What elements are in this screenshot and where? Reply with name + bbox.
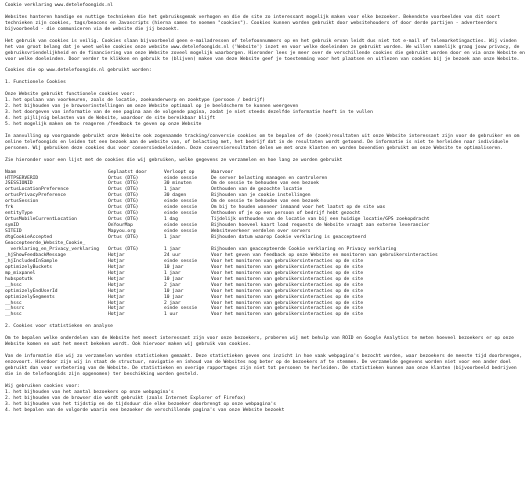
cell-purpose: Om bij te houden wanneer inmaand voor het laatst op de site was [211, 205, 386, 211]
cell-placed-by: Hotjar [108, 276, 125, 282]
intro-paragraph: Websites hanteren handige en nuttige technieken die het gebruiksgemak verhogen en die de site zo interessant mogelijk maken voor elke bezoeker. Bekendste voorbeelden van dit soort technieken zijn cookies, tags/beacons en Javascripts (hierna samen te noemen "cookies"). Cookies kunnen worden gebruikt door websitehouders of door derde partijen - adverteerders bijvoorbeeld - die communiceren via de website die jij bezoekt. [5, 14, 501, 32]
list-item: 3. het doorgeven van informatie van de ene pagina aan de volgende pagina, zodat je niet steeds dezelfde informatie hoeft in te vullen [5, 110, 373, 116]
cell-name: __hssrc [5, 306, 25, 312]
cell-expires: einde sessie [164, 229, 198, 235]
statistics-paragraph-2: Van de informatie die wij zo verzamelen worden statistieken gemaakt. Deze statistieken geven ons inzicht in hoe vaak webpagina's bezocht worden, waar bezoekers de meeste tijd doorbrengen, enzovoort. Hierdoor zijn wij in staat de structuur, navigatie en inhoud van de Websites nog beter op de bezoekers af te stemmen. De verzamelde gegevens worden niet voor een ander doel gebruikt dan voor verbetering van de Website. De statistieken en overige rapportages zijn niet tot personen te herleiden. De statistieken kunnen aan onze klanten (bijvoorbeeld bedrijven die in de telefoongids zijn opgenomen) ter beschikking worden gesteld. [5, 354, 523, 377]
cell-name: ortusPrivacyPreference [5, 193, 66, 199]
cell-name: hubspotutk [5, 276, 33, 282]
list-item: 2. het bijhouden van de browser die wordt gebruikt (zoals Internet Explorer of Firefox) [5, 395, 246, 401]
conversion-paragraph: In aanvulling op voorgaande gebruikt onze Website ook zogenaamde tracking/conversie cookies om te bepalen of de (zoek)resultaten uit onze Website interessant zijn voor de gebruiker en om online telefoongids en leiden tot een bezoek aan de website van, of belacting met, het bedrijf dat in de resultaten wordt getoond. De informatie is niet te herleiden naar individuele personen. Wij gebruiken deze cookies dus voor conversiedoeleinden. Deze conversieresultaten delen we met onze klanten en worden bovendien gebruikt om onze Website te optimaliseren. [5, 133, 520, 151]
cell-expires: 30 minuten [164, 181, 192, 187]
cell-placed-by: Hotjar [108, 288, 125, 294]
cell-placed-by: Ortus (DTG) [108, 211, 139, 217]
cell-expires: 10 jaar [164, 288, 184, 294]
cell-purpose: Tijdelijk onthouden van de locatie van bij een huidige locatie/GPS zoekopdracht [211, 217, 430, 223]
cell-expires: 1 uur [164, 312, 178, 318]
cell-name: symID [5, 223, 19, 229]
cell-placed-by: Ortus (DTG) [108, 235, 139, 241]
cell-purpose: De server belasting managen en controleren [211, 175, 328, 181]
cell-purpose: Bijhouden datum waarop Cookie verklaring is geaccepteerd [211, 235, 366, 241]
list-item: 3. het bijhouden van het tijdstip en de tijdsduur die elke bezoeker doorbrengt op onze webpagina's [5, 401, 277, 407]
cell-purpose: Voor het geven van feedback op onze Website en monitoren van gebruikersinteracties [211, 252, 438, 258]
cell-placed-by: Hotjar [108, 282, 125, 288]
cell-expires: einde sessie [164, 175, 198, 181]
cell-purpose: Voor het monitoren van gebruikersinteracties op de site [211, 264, 364, 270]
cell-expires: einde sessie [164, 306, 198, 312]
statistics-lead: Wij gebruiken cookies voor: [5, 383, 80, 389]
cell-purpose: Voor het monitoren van gebruikersinteracties op de site [211, 306, 364, 312]
cell-placed-by: Ortus (DTG) [108, 246, 139, 252]
cell-purpose: Bijhouden van geaccepteerde Cookie verklaring en Privacy verklaring [211, 246, 397, 252]
table-header-placed-by: Geplaatst door [108, 169, 147, 175]
table-header-expires: Verloopt op [164, 169, 195, 175]
cell-placed-by: Hotjar [108, 300, 125, 306]
cell-name: dtgCookieAccepted [5, 235, 53, 241]
cell-expires: 30 dagen [164, 193, 187, 199]
list-item: 4. het pijlijnig belasten van de Website, waardoor de site bereikbaar blijft [5, 116, 216, 122]
cell-expires: 1 jaar [164, 187, 181, 193]
cell-purpose: Bijhouden van je cookie instellingen [211, 193, 311, 199]
section-heading-functional: 1. Functionele Cookies [5, 80, 66, 86]
cell-expires: 24 uur [164, 252, 181, 258]
cell-placed-by: Ortus (DTG) [108, 187, 139, 193]
statistics-paragraph-1: Om te bepalen welke onderdelen van de Website het meest interessant zijn voor onze bezoekers, proberen wij met behulp van ROID en Google Analytics te meten hoeveel bezoekers er op onze Website komen en wat het meest bekeken wordt. Ook hiervoor maken wij gebruik van cookies. [5, 336, 514, 348]
cell-placed-by: Ortus (DTG) [108, 175, 139, 181]
page-title: Cookie verklaring www.detelefoongids.nl [5, 3, 113, 8]
cell-purpose: Voor het monitoren van gebruikersinteracties op de site [211, 270, 364, 276]
cell-placed-by: Hotjar [108, 294, 125, 300]
table-header-purpose: Waarvoor [211, 169, 234, 175]
functional-lead: Onze Website gebruikt functionele cookies voor: [5, 92, 135, 98]
cell-purpose: Voor het monitoren van gebruikersinteracties op de site [211, 312, 364, 318]
cell-name: __hssc [5, 282, 22, 288]
section-heading-statistics: 2. Cookies voor statistieken en analyse [5, 324, 113, 330]
cell-purpose: Om de sessie te behouden van een bezoek [211, 181, 319, 187]
cell-expires: einde sessie [164, 211, 198, 217]
cell-expires: 2 jaar [164, 282, 181, 288]
cell-name: optimizelyEndUserId [5, 288, 58, 294]
statistics-list [5, 390, 527, 414]
cell-name: frk [5, 205, 14, 211]
cell-name: SITEID [5, 229, 22, 235]
cell-placed-by: Hotjar [108, 306, 125, 312]
cell-placed-by: Mapyou.org [108, 229, 136, 235]
cell-purpose: Onthouden of je op een persoon of bedrijf hebt gezocht [211, 211, 361, 217]
cell-expires: einde sessie [164, 258, 198, 264]
cell-expires: 10 jaar [164, 294, 184, 300]
list-item: 5. het mogelijk maken om te reageren /feedback te geven op onze Website [5, 121, 202, 127]
cell-purpose: Voor het monitoren van gebruikersinteracties op de site [211, 276, 364, 282]
cookie-statement-document [5, 3, 527, 414]
cell-name: ortusSession [5, 199, 39, 205]
cell-expires: 10 jaar [164, 276, 184, 282]
cell-name: verklaring_en_Privacy_verklaring [5, 246, 100, 252]
cell-name: __hssc [5, 312, 22, 318]
cell-purpose: Om de sessie te behouden van een bezoek [211, 199, 319, 205]
cell-placed-by: Hotjar [108, 270, 125, 276]
cell-placed-by: Hotjar [108, 264, 125, 270]
cell-placed-by: Ortus (DTG) [108, 193, 139, 199]
cell-name: OrtusMobileCurrentLocation [5, 217, 77, 223]
cell-expires: 1 jaar [164, 246, 181, 252]
cell-purpose: Bijhouden hoeveel kaart load requests de Website vraagt aan externe leverancier [211, 223, 430, 229]
cell-name: mp_mixpanel [5, 270, 36, 276]
cell-name: entityType [5, 211, 33, 217]
cell-name: _hjShowFeedbackMessage [5, 252, 66, 258]
cell-purpose: Voor het monitoren van gebruikersinteracties op de site [211, 258, 364, 264]
cell-placed-by: Ortus (DTG) [108, 217, 139, 223]
cell-purpose: Voor het monitoren van gebruikersinteracties op de site [211, 288, 364, 294]
cell-placed-by: Hotjar [108, 312, 125, 318]
cell-placed-by: Ortus (DTG) [108, 199, 139, 205]
cell-purpose: Voor het monitoren van gebruikersinteracties op de site [211, 300, 364, 306]
cell-name: ortusLocationPreference [5, 187, 69, 193]
cell-name: _hjIncludedInSample [5, 258, 58, 264]
cell-placed-by: Hotjar [108, 258, 125, 264]
cell-name: optimizelySegments [5, 294, 55, 300]
cell-purpose: Websiteverkeer verdelen over servers [211, 229, 311, 235]
cell-name: __hssc [5, 300, 22, 306]
cell-expires: 1 dag [164, 217, 178, 223]
cell-name: HTTPSERVERID [5, 175, 39, 181]
cell-purpose: Voor het monitoren van gebruikersinteracties op de site [211, 294, 364, 300]
table-header-name: Naam [5, 169, 17, 175]
cell-purpose: Voor het monitoren van gebruikersinteracties op de site [211, 282, 364, 288]
cell-expires: 1 jaar [164, 235, 181, 241]
cell-name: Geaccepteerde_Website_Cookie_ [5, 241, 86, 246]
list-item: 1. het opslaan van voorkeuren, zoals de locatie, zoekonderwerp en zoektype (persoon / bedrijf) [5, 98, 265, 104]
cell-expires: 10 jaar [164, 264, 184, 270]
cell-expires: einde sessie [164, 223, 198, 229]
cookie-table [5, 170, 438, 319]
cell-expires: 1 jaar [164, 270, 181, 276]
list-item: 4. het bepalen van de volgorde waarin een bezoeker de verschillende pagina's van onze Website bezoekt [5, 407, 285, 413]
list-item: 1. het bijhouden van het aantal bezoekers op onze webpagina's [5, 389, 174, 395]
cell-name: JSESSIONID [5, 181, 33, 187]
cell-name: optimizelyBuckets [5, 264, 53, 270]
table-lead: Zie hieronder voor een lijst met de cookies die wij gebruiken, welke gegevens ze verzamelen en hoe lang ze worden gebruikt [5, 157, 343, 163]
used-cookies-heading: Cookies die op www.detelefoongids.nl gebruikt worden: [5, 68, 152, 74]
safety-paragraph: Het gebruik van cookies is veilig. Cookies slaan bijvoorbeeld geen e-mailadressen of telefoonnummers op en het gebruik ervan leidt dus niet tot e-mail of telemarketingacties. Wij vinden het van groot belang dat je weet welke cookies onze website www.detelefoongids.nl ('Website') inzet en voor welke doeleinden ze gebruikt worden. We willen namelijk graag jouw privacy, de gebruiksvriendelijkheid en de financiering van onze Website zoveel mogelijk waarborgen. Hieronder lees je meer over de verschillende cookies die gebruikt worden door en via onze Website en voor welke doeleinden. Door verder te klikken en gebruik te (blijven) maken van deze Website geef je toestemming voor het plaatsen en uitlezen van cookies bij je bezoek aan onze Website. [5, 38, 525, 62]
cell-placed-by: Ortus (DTG) [108, 181, 139, 187]
list-item: 2. het bijhouden van je browserinstellingen om onze Website optimaal op je beeldscherm te kunnen weergeven [5, 104, 299, 110]
cell-placed-by: Ortus (DTG) [108, 205, 139, 211]
cell-expires: einde sessie [164, 199, 198, 205]
cell-purpose: Onthouden van de gezochte locatie [211, 187, 303, 193]
cell-placed-by: OnYourMap [108, 223, 133, 229]
functional-list [5, 98, 527, 128]
cell-expires: 2 jaar [164, 300, 181, 306]
cell-placed-by: Hotjar [108, 252, 125, 258]
cell-expires: einde sessie [164, 205, 198, 211]
